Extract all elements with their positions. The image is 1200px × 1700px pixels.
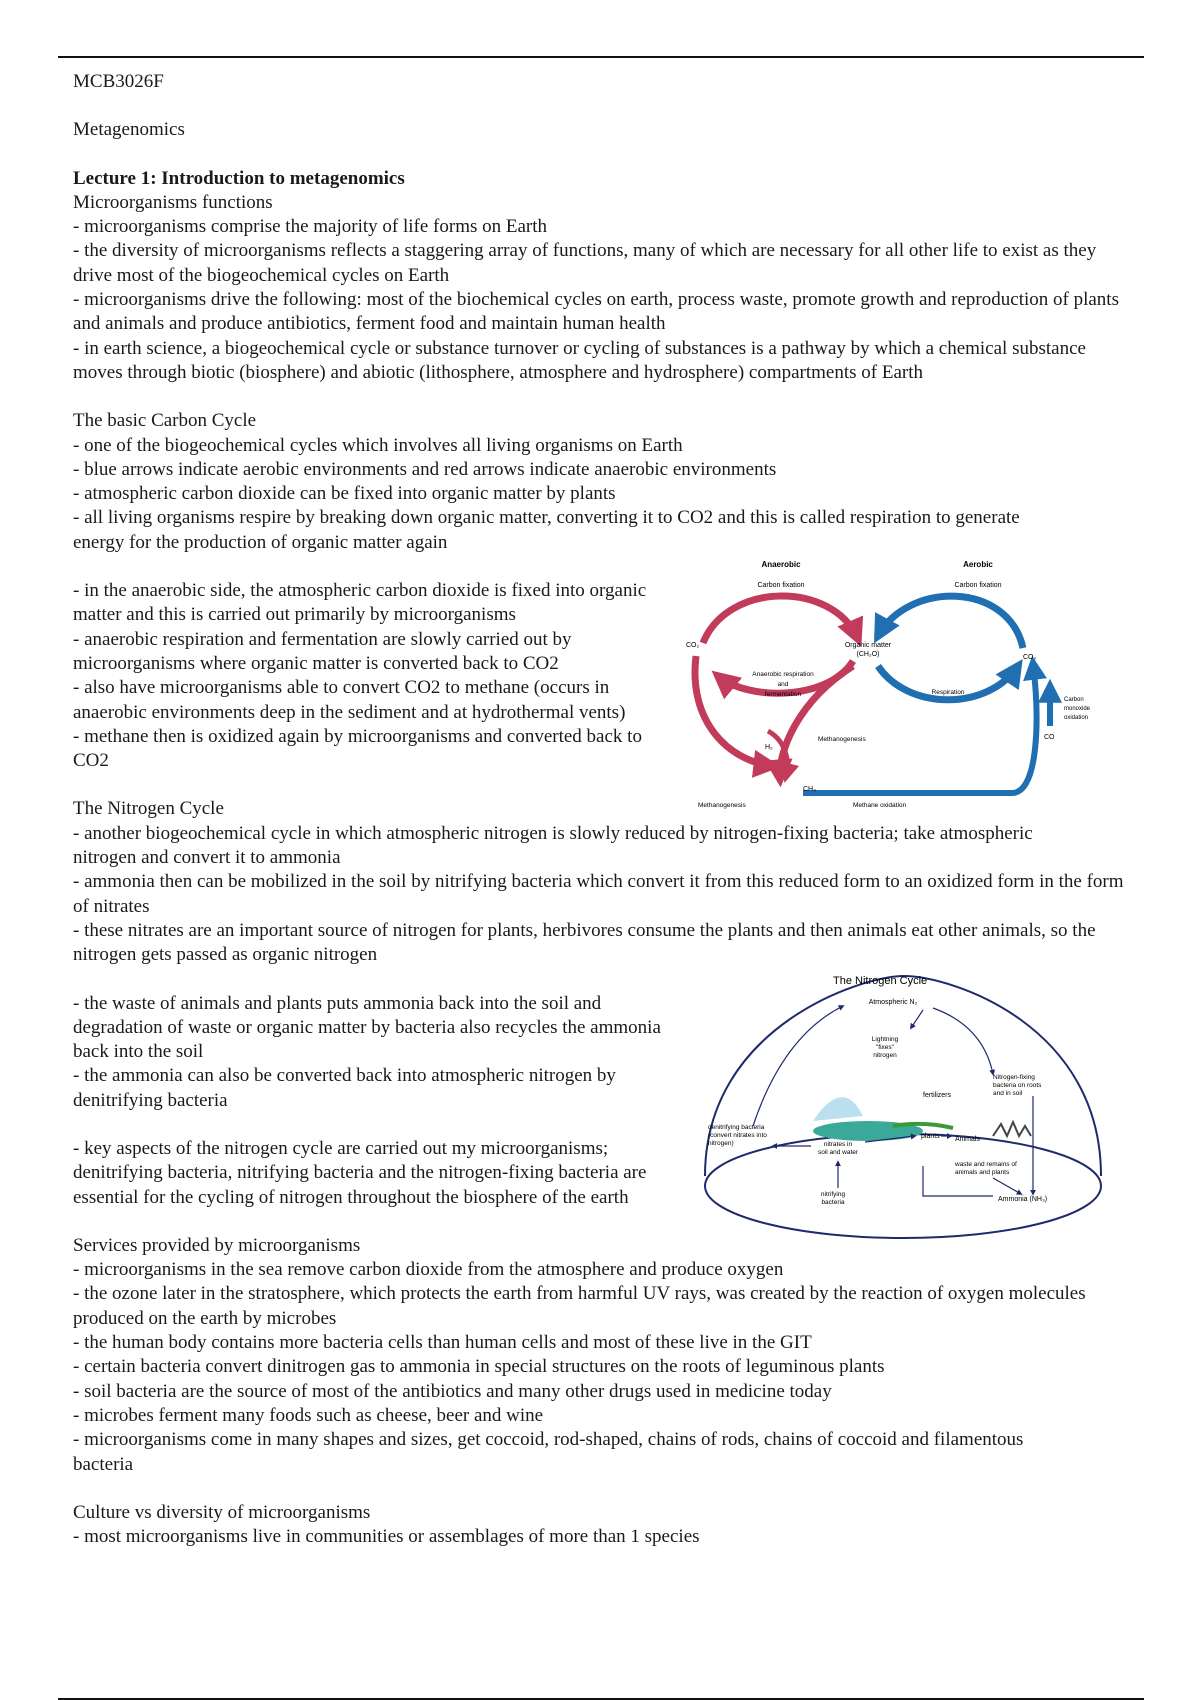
anaerobic-label: Anaerobic bbox=[761, 560, 801, 570]
animals-label: Animals bbox=[955, 1135, 980, 1143]
carbon-side-bullet: - in the anaerobic side, the atmospheric carbon dioxide is fixed into organic matter and this is carried out primarily by microorganisms bbox=[73, 580, 647, 626]
carbon-fixation-label: Carbon fixation bbox=[954, 582, 1002, 590]
atmosphere-to-nfix-arrow bbox=[933, 1008, 993, 1074]
nitrifying-label: bacteria bbox=[821, 1198, 845, 1206]
denitrifying-label: denitrifying bacteria bbox=[708, 1123, 765, 1131]
culture-heading: Culture vs diversity of microorganisms bbox=[73, 1501, 371, 1523]
organic-to-methane-arrow bbox=[777, 666, 853, 779]
services-bullet: - the human body contains more bacteria cells than human cells and most of these live in the GIT bbox=[73, 1332, 812, 1354]
carbon-side-bullet: - anaerobic respiration and fermentation are slowly carried out by microorganisms where organic matter is converted back to CO2 bbox=[73, 628, 572, 674]
culture-bullet: - most microorganisms live in communities or assemblages of more than 1 species bbox=[73, 1526, 700, 1548]
services-bullet: - microbes ferment many foods such as cheese, beer and wine bbox=[73, 1404, 544, 1426]
h2-label: H₂ bbox=[765, 744, 773, 752]
document-page bbox=[73, 70, 1133, 1549]
functions-heading: Microorganisms functions bbox=[73, 191, 273, 213]
nitrogen-side-bullet: - the ammonia can also be converted back into atmospheric nitrogen by denitrifying bacteria bbox=[73, 1065, 616, 1111]
carbon-bullet: - blue arrows indicate aerobic environments and red arrows indicate anaerobic environments bbox=[73, 458, 777, 480]
waste-label: waste and remains of bbox=[955, 1160, 1017, 1168]
atmospheric-n2-label: Atmospheric N₂ bbox=[868, 998, 918, 1006]
ammonia-label: Ammonia (NH₃) bbox=[998, 1195, 1048, 1203]
nitrogen-fixing-label: Nitrogen-fixing bbox=[993, 1073, 1035, 1081]
functions-bullet: - microorganisms drive the following: most of the biochemical cycles on earth, process waste, promote growth and reproduction of plants and animals and produce antibiotics, ferment food and maintain human health bbox=[73, 289, 1119, 335]
lecture-title: Lecture 1: Introduction to metagenomics bbox=[73, 167, 405, 189]
functions-bullet: - in earth science, a biogeochemical cycle or substance turnover or cycling of substances is a pathway by which a chemical substance moves through biotic (biosphere) and abiotic (lithosphere, atmosphere and hydrosphere) compartments of Earth bbox=[73, 337, 1086, 383]
lightning-label: nitrogen bbox=[873, 1051, 897, 1059]
co-oxidation-label: monoxide bbox=[1064, 706, 1091, 713]
carbon-side-bullet: - methane then is oxidized again by microorganisms and converted back to CO2 bbox=[73, 725, 642, 772]
methanogenesis-label: Methanogenesis bbox=[818, 736, 866, 744]
top-rule bbox=[58, 56, 1144, 58]
ch2o-label: (CH₂O) bbox=[856, 651, 880, 659]
carbon-fixation-label: Carbon fixation bbox=[757, 582, 805, 590]
denitrifying-label: nitrogen) bbox=[708, 1139, 734, 1147]
biosphere-base bbox=[705, 1131, 1101, 1238]
biosphere-dome bbox=[705, 976, 1101, 1176]
carbon-bullet: - one of the biogeochemical cycles which involves all living organisms on Earth bbox=[73, 434, 683, 456]
methanogenesis-bottom-label: Methanogenesis bbox=[698, 802, 746, 810]
co2-left-label: CO₂ bbox=[686, 642, 700, 650]
functions-bullet: - microorganisms comprise the majority of life forms on Earth bbox=[73, 216, 548, 238]
nitrogen-two-column bbox=[73, 968, 1133, 1210]
co2-right-label: CO₂ bbox=[1023, 654, 1037, 662]
nitrogen-figure-title: The Nitrogen Cycle bbox=[833, 974, 928, 987]
co-label: CO bbox=[1044, 734, 1055, 742]
waste-to-ammonia-arrow bbox=[993, 1178, 1021, 1194]
nitrogen-cycle-figure bbox=[693, 966, 1113, 1266]
nitrogen-side-bullet: - key aspects of the nitrogen cycle are carried out my microorganisms; denitrifying bacteria, nitrifying bacteria and the nitrogen-fixing bacteria are essential for the cycling of nitrogen throughout the biosphere of the earth bbox=[73, 1137, 647, 1208]
nitrifying-label: nitrifying bbox=[820, 1190, 846, 1198]
co-oxidation-label: Carbon bbox=[1064, 697, 1084, 704]
nitrogen-fixing-label: bacteria on roots bbox=[993, 1081, 1042, 1089]
nitrogen-heading: The Nitrogen Cycle bbox=[73, 798, 224, 820]
fertilizers-label: fertilizers bbox=[923, 1091, 952, 1099]
services-bullet: - certain bacteria convert dinitrogen gas to ammonia in special structures on the roots of leguminous plants bbox=[73, 1356, 885, 1378]
subject-title: Metagenomics bbox=[73, 119, 185, 141]
anaerobic-respiration-label: fermentation bbox=[764, 691, 802, 699]
aerobic-label: Aerobic bbox=[963, 560, 993, 570]
atmosphere-to-lightning-arrow bbox=[911, 1010, 923, 1028]
respiration-label: Respiration bbox=[931, 689, 965, 697]
lightning-label: Lightning bbox=[871, 1035, 899, 1043]
anaerobic-respiration-label: Anaerobic respiration bbox=[752, 671, 814, 679]
plants-label: plants bbox=[921, 1132, 940, 1140]
anaerobic-respiration-label: and bbox=[777, 681, 789, 689]
nitrates-label: nitrates in bbox=[823, 1140, 853, 1148]
carbon-bullet: - all living organisms respire by breaking down organic matter, converting it to CO2 and this is called respiration to generate energy for the production of organic matter again bbox=[73, 507, 1020, 553]
nitrogen-bullet: - another biogeochemical cycle in which atmospheric nitrogen is slowly reduced by nitrogen-fixing bacteria; take atmospheric nitrogen and convert it to ammonia bbox=[73, 822, 1033, 869]
nitrates-label: soil and water bbox=[817, 1148, 859, 1156]
services-bullet: - the ozone later in the stratosphere, which protects the earth from harmful UV rays, was created by the reaction of oxygen molecules produced on the earth by microbes bbox=[73, 1283, 1086, 1329]
lightning-label: "fixes" bbox=[876, 1043, 894, 1051]
ch4-label: CH₄ bbox=[803, 786, 816, 794]
nitrogen-fixing-label: and in soil bbox=[993, 1089, 1023, 1097]
services-bullet: - microorganisms come in many shapes and sizes, get coccoid, rod-shaped, chains of rods, chains of coccoid and filamentous bacteria bbox=[73, 1429, 1024, 1475]
course-code: MCB3026F bbox=[73, 71, 164, 92]
services-bullet: - soil bacteria are the source of most of the antibiotics and many other drugs used in medicine today bbox=[73, 1380, 832, 1402]
services-heading: Services provided by microorganisms bbox=[73, 1234, 361, 1256]
waste-label: animals and plants bbox=[955, 1168, 1010, 1176]
carbon-bullet: - atmospheric carbon dioxide can be fixed into organic matter by plants bbox=[73, 483, 616, 505]
nitrogen-bullet: - these nitrates are an important source of nitrogen for plants, herbivores consume the plants and then animals eat other animals, so the nitrogen gets passed as organic nitrogen bbox=[73, 919, 1096, 966]
nitrogen-side-text bbox=[73, 992, 683, 1210]
aerobic-fixation-arrow bbox=[878, 596, 1023, 648]
functions-bullet: - the diversity of microorganisms reflects a staggering array of functions, many of which are necessary for all other life to exist as they drive most of the biogeochemical cycles on Earth bbox=[73, 240, 1097, 286]
organic-matter-label: Organic matter bbox=[844, 642, 892, 650]
co-oxidation-label: oxidation bbox=[1064, 715, 1089, 722]
cloud-shape bbox=[813, 1097, 863, 1121]
methane-oxidation-label: Methane oxidation bbox=[853, 802, 907, 810]
denitrifying-label: (convert nitrates into bbox=[708, 1131, 767, 1139]
nitrogen-side-bullet: - the waste of animals and plants puts ammonia back into the soil and degradation of waste or organic matter by bacteria also recycles the ammonia back into the soil bbox=[73, 992, 661, 1063]
services-bullet: - microorganisms in the sea remove carbon dioxide from the atmosphere and produce oxygen bbox=[73, 1259, 784, 1281]
carbon-cycle-figure bbox=[668, 551, 1148, 819]
carbon-side-bullet: - also have microorganisms able to convert CO2 to methane (occurs in anaerobic environments deep in the sediment and at hydrothermal vents) bbox=[73, 677, 626, 723]
anaerobic-fixation-arrow bbox=[703, 596, 858, 643]
animals-icon bbox=[993, 1122, 1031, 1136]
nitrogen-bullet: - ammonia then can be mobilized in the soil by nitrifying bacteria which convert it from this reduced form to an oxidized form in the form of nitrates bbox=[73, 871, 1124, 917]
carbon-side-text bbox=[73, 579, 663, 773]
carbon-heading: The basic Carbon Cycle bbox=[73, 410, 257, 432]
